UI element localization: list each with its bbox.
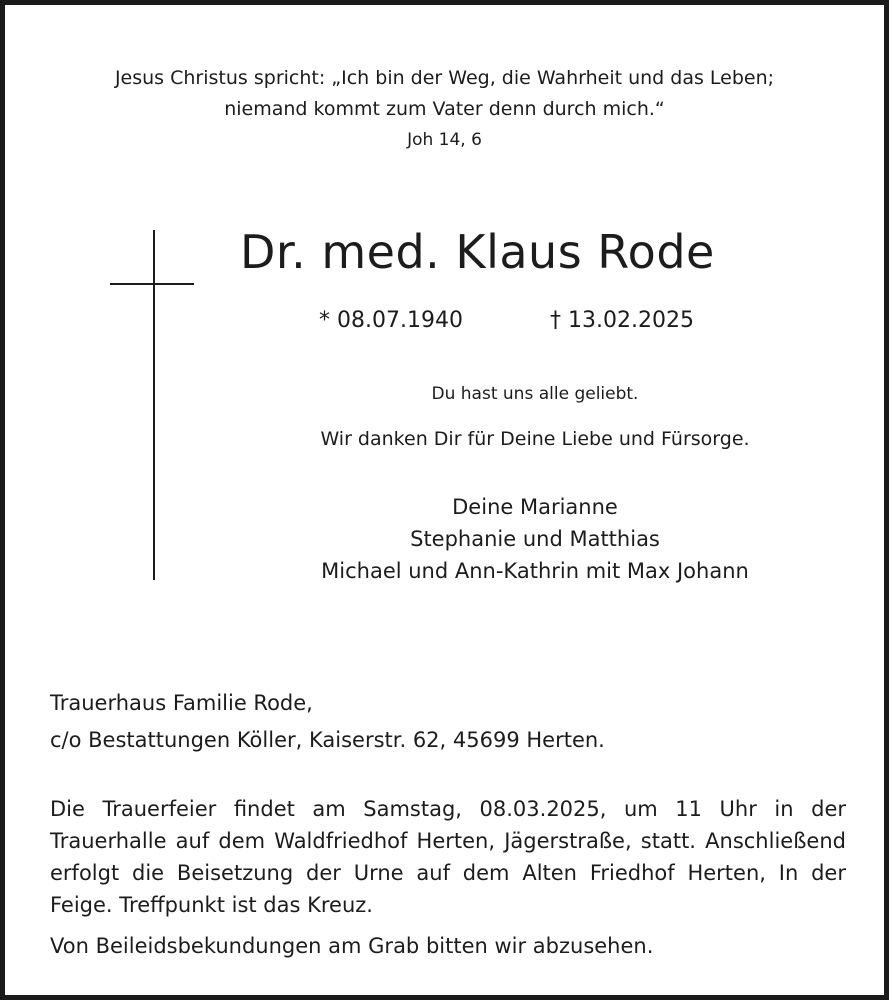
family-member: Deine Marianne (452, 495, 618, 519)
verse-line-1: Jesus Christus spricht: „Ich bin der Weg, die Wahrheit und das Leben; (114, 67, 775, 89)
funeral-notice: Die Trauerfeier findet am Samstag, 08.03.2025, um 11 Uhr in der Trauerhalle auf dem Waldfriedhof Herten, Jägerstraße, statt. Anschließend erfolgt die Beisetzung der Urne auf dem Alten Friedhof Herten, In der Feige. Treffpunkt ist das Kreuz. (50, 797, 846, 917)
verse-line-2: niemand kommt zum Vater denn durch mich.“ (224, 98, 665, 120)
message-line-2: Wir danken Dir für Deine Liebe und Fürsorge. (320, 428, 750, 450)
message-line-1: Du hast uns alle geliebt. (431, 384, 639, 404)
cross-icon (110, 230, 196, 580)
family-signatures (235, 491, 835, 587)
death-date: † 13.02.2025 (550, 308, 694, 333)
family-member: Stephanie und Matthias (410, 527, 660, 551)
deceased-name: Dr. med. Klaus Rode (240, 225, 715, 279)
mourning-address (50, 685, 605, 759)
address-line-1: Trauerhaus Familie Rode, (50, 691, 313, 715)
cross-horizontal-bar (110, 283, 194, 285)
birth-date: * 08.07.1940 (319, 308, 463, 333)
family-member: Michael und Ann-Kathrin mit Max Johann (321, 559, 749, 583)
bible-verse (5, 63, 884, 156)
closing-note: Von Beileidsbekundungen am Grab bitten wir abzusehen. (50, 934, 654, 958)
verse-reference: Joh 14, 6 (407, 130, 482, 150)
address-line-2: c/o Bestattungen Köller, Kaiserstr. 62, 45699 Herten. (50, 728, 605, 752)
